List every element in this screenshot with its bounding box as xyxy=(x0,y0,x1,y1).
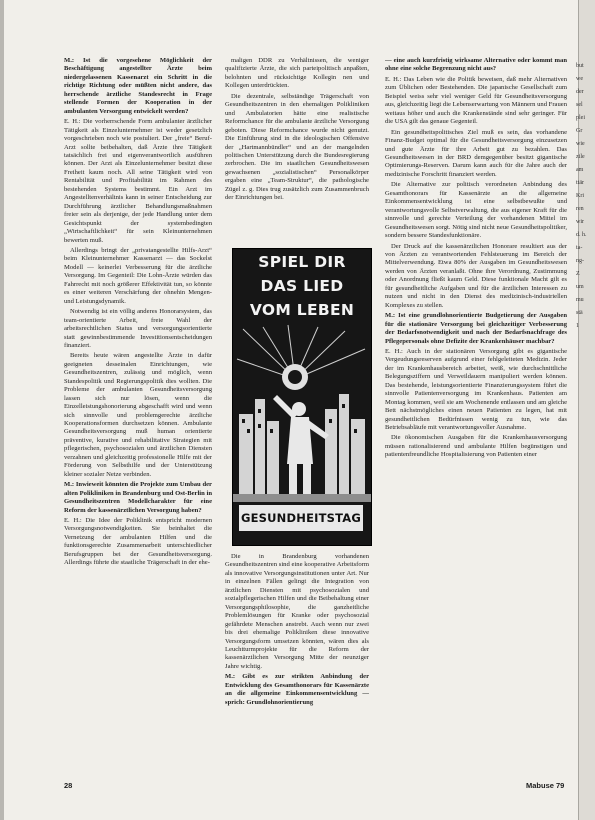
margin-fragment: ren xyxy=(576,206,584,212)
text-column-left xyxy=(64,57,212,765)
paragraph: E. H.: Die Idee der Poliklinik entspricht modernen Versorgungsnotwendigkeiten. Sie beinhaltet die Vernetzung der ambulanten Hilfen und die funktionsgerechte Zusammenarbeit unterschiedlicher Berufsgruppen bei der Gesundheitsversorgung. Allerdings führte die staatliche Trägerschaft in der ehe- xyxy=(64,517,212,567)
paragraph: Bereits heute wären angestellte Ärzte in dafür geeigneten desseinalen Einrichtungen, wie Gesundheitszentren, zulässig und möglich, wenn Standespolitik und Regierungspolitik dies wollten. Die Probleme der ambulanten Gesundheitsversorgung lassen sich nur lösen, wenn die Einzelleistungshonorierung abgeschafft wird und wenn sich sinnvolle und problemgerechte ärztliche Kooperationsformen durchsetzen können. Ambulante Gesundheitsversorgung muß human orientierte präventive, kurative und rehabilitative Strategien mit pflegerischen, psychosozialen und ärztlichen Diensten verzahnen und gleichzeitig professionelle Hilfe mit der Förderung von Selbsthilfe und der Unterstützung kleiner sozialer Netze verbinden. xyxy=(64,352,212,478)
margin-fragment: mu xyxy=(576,297,584,303)
interview-question: M.: Ist die vorgesehene Möglichkeit der Beschäftigung angestellter Ärzte beim niedergelassenen Kassenarzt ein Schritt in die richtige Richtung oder müßten nicht andere, das herrschende ärztliche Standesrecht in Frage stellende Formen der Kooperation in der ambulanten Versorgung entwickelt werden? xyxy=(64,57,212,115)
margin-fragment: 1 xyxy=(576,323,579,329)
poster-headline-line-1: SPIEL DIR xyxy=(258,253,346,271)
margin-fragment: ng- xyxy=(576,258,584,264)
margin-fragment: sel xyxy=(576,102,583,108)
margin-fragment: ttär xyxy=(576,180,584,186)
margin-fragment: wie xyxy=(576,141,585,147)
text-column-middle-top xyxy=(225,57,369,237)
paragraph: E. H.: Auch in der stationären Versorgung gibt es gigantische Vergeudungsreserven aufgrund einer fehlgeleiteten Medizin. Jeder der im Krankenhausbereich arbeitet, weiß, wie durchschnittliche Belegungsziffern und Verweildauern manipuliert werden können. Das bestehende, leistungsorientierte Finanzierungssystem führt die sinnvolle Patientenversorgung im Krankenhaus. Patienten am Montag kommen, weil sie am Wochenende entlassen und am gleiche Bett nächstmögliches einen neuen Patienten zu legen, hat mit gesundheitlichen Bedürfnissen wenig zu tun, wie das Betriebsabläufe mit verantwortungsvoller Ausnahme. xyxy=(385,347,567,432)
paragraph: Der Druck auf die kassenärztlichen Honorare resultiert aus der von Ärzten zu verantwortenden Fehlsteuerung im Bereich der Mittelverwendung. Etwa 80% der Ausgaben im Gesundheitswesen werden von Ärzten veranlaßt. Ohne ihre Verordnung, Zustimmung oder Anordnung fließt kaum Geld. Diese funktionale Macht gilt es für gesundheitliche Aufgaben und für die ärztlichen Interessen zu nutzen und nicht in den Dienst des medizinisch-industriellen Komplexes zu stellen. xyxy=(385,242,567,309)
margin-fragment: plei xyxy=(576,115,585,121)
paragraph: Notwendig ist ein völlig anderes Honorarsystem, das team-orientierte Arbeit, freie Wahl der arbeitsrechtlichen Status und versorgungsorientierte statt gewinnbestimmende Investitionsentscheidungen finanziert. xyxy=(64,308,212,349)
page-number: 28 xyxy=(64,781,73,790)
margin-fragment: um xyxy=(576,284,584,290)
interview-question: M.: Gibt es zur strikten Anbindung der Entwicklung des Gesamthonorars für Kassenärzte an die allgemeine Einkommensentwicklung — sprich: Grundlohnorientierung xyxy=(225,673,369,706)
paragraph: Die in Brandenburg vorhandenen Gesundheitszentren sind eine kooperative Arbeitsform als innovative Versorgungsinstitutionen unter Art. Nur in einzelnen Fällen gelingt die Integration von ärztlichen Diensten mit psychosozialen und sozialpflegerischen Hilfen und die Beibehaltung einer Versorgungsphilosophie, die ganzheitliche Problemlösungen für Kranke oder psychosozial gefährdete Menschen anstrebt. Auch wenn nur zwei bis drei ehemalige Polikliniken diese innovative Versorgungsform umsetzen könnten, wären dies als Leuchtturmprojekte für die Reform der kassenärztlichen Versorgung Mitte der neunziger Jahre wichtig. xyxy=(225,553,369,670)
paragraph: Allerdings bringt der „privatangestellte Hilfs-Arzt“ beim Kleinunternehmer Kassenarzt — das Sockelst Modell — keinerlei Verbesserung für die ärztliche Versorgung. Im Gegenteil: Die Lohn-Ärzte würden das Fahrrecht mit noch größerer Effektivität tun, so könnte es einer weiteren Verschärfung der ohnehin Mengen- und Leistungsdynamik. xyxy=(64,246,212,305)
margin-fragment: der xyxy=(576,89,584,95)
margin-fragment: Z xyxy=(576,271,580,277)
text-column-middle-bottom xyxy=(225,553,369,765)
margin-fragment: zile xyxy=(576,154,585,160)
paragraph: Die ökonomischen Ausgaben für die Krankenhausversorgung müssen rationalisierend und ambulante Hilfen begünstigen und patientenfreundliche Hospitalisierung von Patienten einer xyxy=(385,434,567,459)
paragraph: Die dezentrale, selbständige Trägerschaft von Gesundheitszentren in den ehemaligen Polikliniken und Ambulatorien hätte eine realistische Reformchance für die ambulante ärztliche Versorgung geboten. Diese Reformchance wurde nicht genutzt. Die Einführung sind in die ideologischen Offensive der „Hartmannbündler“ und an der mangelnden politischen Unterstützung durch die Bundesregierung zerbrochen. Die im staatlichen Gesundheitswesen gewachsenen „sozialistischen“ Personalkörper ergaben eine „Team-Struktur“, die pathologische Zügel z. g. Dies trug zusätzlich zum Zusammenbruch der Einrichtungen bei. xyxy=(225,92,369,202)
margin-fragment: wir xyxy=(576,219,584,225)
text-column-right xyxy=(385,57,567,772)
margin-fragment: stä xyxy=(576,310,583,316)
paragraph: E. H.: Die vorherrschende Form ambulanter ärztlicher Tätigkeit als Einzelunternehmer ist weder gesetzlich vorgeschrieben noch wie postuliert. Der „freie“ Beruf-Arzt sollte beibehalten, daß Ärzte ihre Tätigkeit tatsächlich frei und eigenverantwortlich ausführen können. Der Arzt als Einzelunternehmer besitzt diese Freiheit kaum noch. All seine Tätigkeit wird von Rentabilität und Profitabilität im Rahmen des bestehenden Systems bestimmt. Ein Arzt im Angestelltenverhältnis kann in seiner Entscheidung zur Durchführung ärztlicher Behandlungsmaßnahmen freier sein als derjenige, der jede Handlung unter dem Gesichtspunkt der systembedingten „Wirtschaftlichkeit“ für sein Kleinunternehmen bewerten muß. xyxy=(64,118,212,244)
magazine-page xyxy=(4,0,579,820)
margin-fragment: d. h. xyxy=(576,232,587,238)
poster-banner: GESUNDHEITSTAG xyxy=(239,505,363,531)
interview-question: — eine auch kurzfristig wirksame Alternative oder kommt man ohne eine solche Begrenzung nicht aus? xyxy=(385,57,567,73)
margin-fragment: we xyxy=(576,76,583,82)
interview-question: M.: Ist eine grundlohnorientierte Budgetierung der Ausgaben für die stationäre Versorgung bei gleichzeitiger Verbesserung der Bedarfsnotwendigkeit und nach der Bedarfsnachfrage des Pflegepersonals ohne Defizite der Krankenhäuser machbar? xyxy=(385,312,567,345)
paragraph: maligen DDR zu Verhältnissen, die weniger qualifizierte Ärzte, die sich parteipolitisch anpaßten, belohnten und rücksichtige Kollegin nen und Kollegen unterdrückten. xyxy=(225,57,369,90)
margin-fragment: am xyxy=(576,167,584,173)
magazine-issue: Mabuse 79 xyxy=(526,781,565,790)
margin-fragment: but xyxy=(576,63,584,69)
margin-fragment: Kri xyxy=(576,193,584,199)
poster-headline-line-2: DAS LIED xyxy=(260,277,344,295)
interview-question: M.: Inwieweit könnten die Projekte zum Umbau der alten Polikliniken in Brandenburg und Ost-Berlin in Gesundheitszentren Modellcharakter für eine Reform der kassenärztlichen Versorgung haben? xyxy=(64,481,212,514)
paragraph: Ein gesundheitspolitisches Ziel muß es sein, das vorhandene Finanz-Budget optimal für die Gesundheitsversorgung einzusetzen und gute Ärzte für ihre Arbeit gut zu bezahlen. Das Gesundheitswesen in der BRD demgegenüber besitzt gigantische Optimierungs-Reserven. Darum kann auch für die Jahre auch der medizinische Forschritt finanziert werden. xyxy=(385,128,567,178)
gesundheitstag-poster xyxy=(232,248,372,546)
poster-headline-line-3: VOM LEBEN xyxy=(249,301,355,319)
margin-fragment: ta- xyxy=(576,245,583,251)
margin-fragment: Gr xyxy=(576,128,583,134)
paragraph: Die Alternative zur politisch verordneten Anbindung des Gesamthonorars für Kassenärzte an die allgemeine Einkommensentwicklung ist eine selbstbewußte und verantwortungsvolle Selbstverwaltung, die aus eigener Kraft für die sinnvolle und gerechte Verteilung der vorhandenen Mittel im Gesundheitswesen sorgt. Nötig sind nicht neue Gesundheitspolitiker, sondern bessere Standesfunktionäre. xyxy=(385,181,567,240)
paragraph: E. H.: Das Leben wie die Politik beweisen, daß mehr Alternativen zum Üblichen oder Bestehenden. Die japanische Gesellschaft zum Beispiel weiss sehr viel weniger Geld für Gesundheitsversorgung aus, gleichzeitig liegt die Lebenserwartung von Männern und Frauen weitaus höher und auch die Krankenstände sind sehr geringer. Für die USA gilt das genaue Gegenteil. xyxy=(385,75,567,126)
next-page-fragments xyxy=(576,60,592,760)
